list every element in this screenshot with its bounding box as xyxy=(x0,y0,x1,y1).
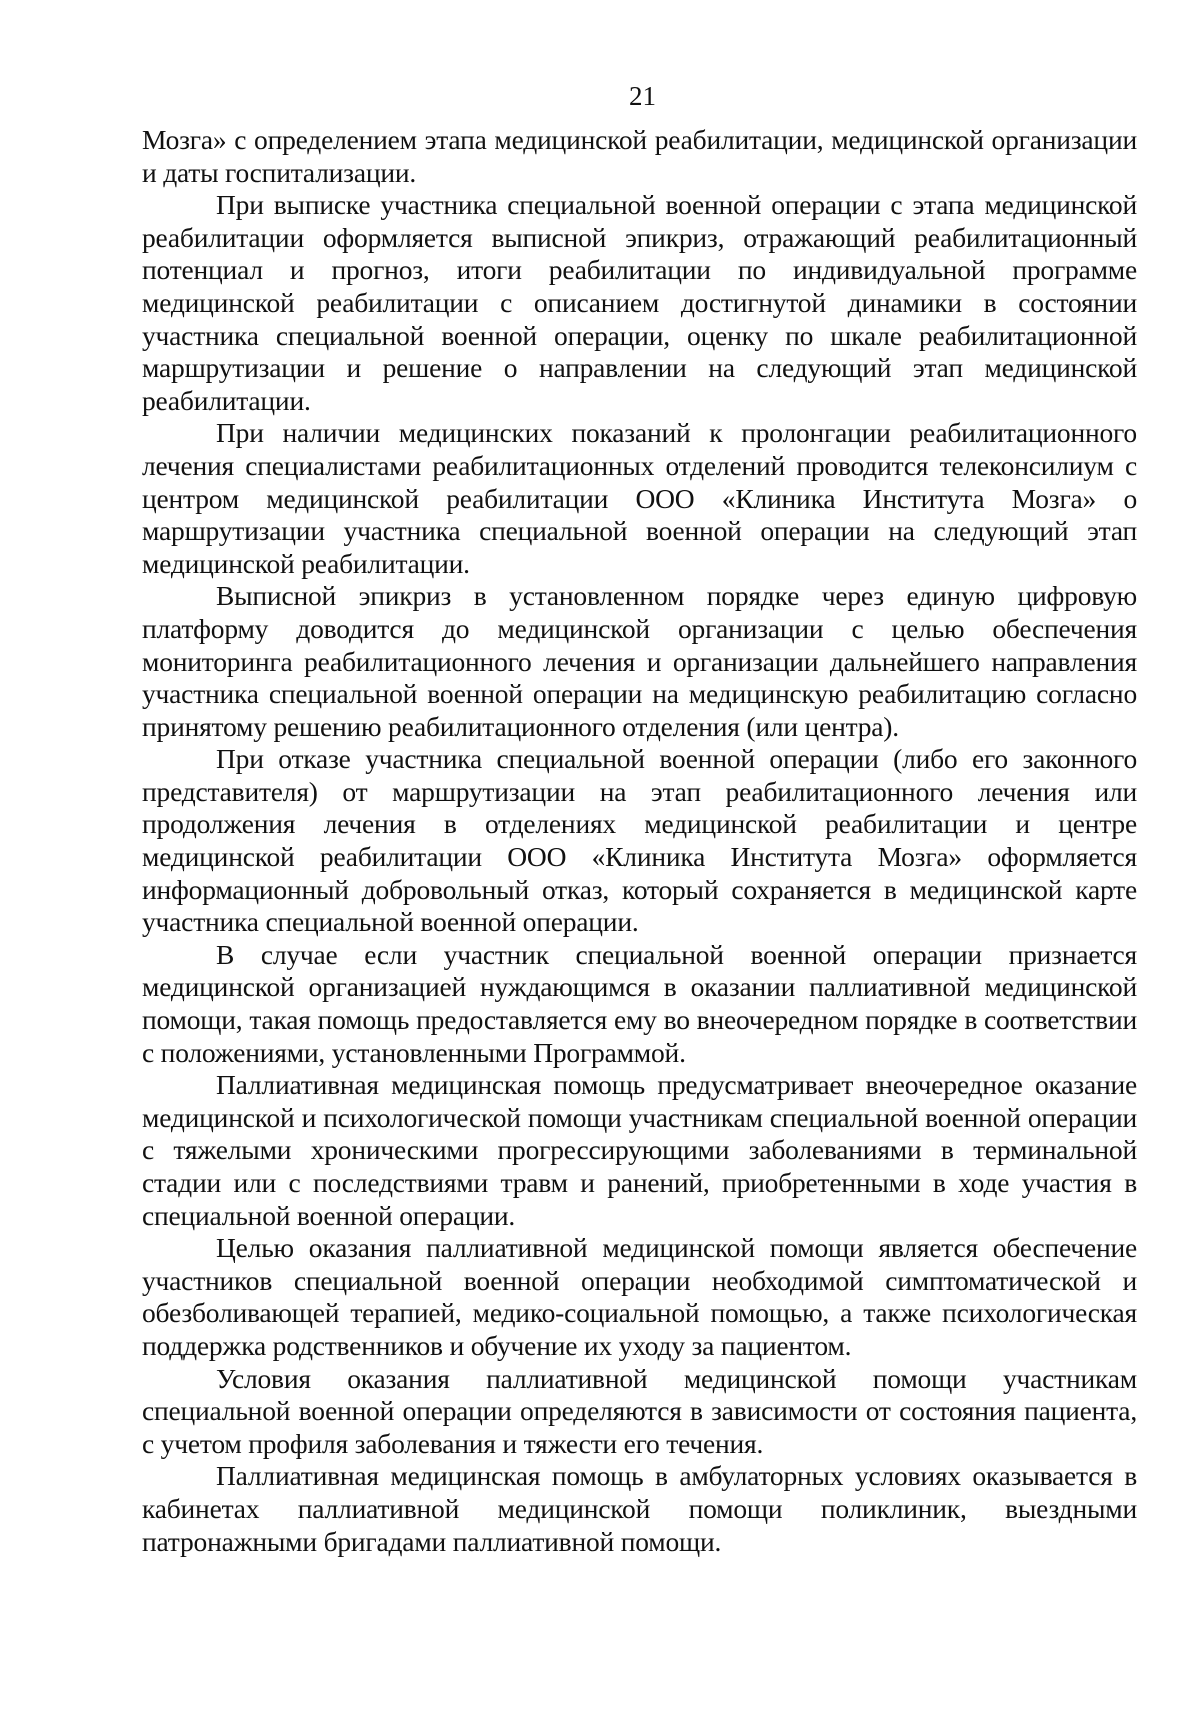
paragraph: При выписке участника специальной военной операции с этапа медицинской реабилитации оформляется выписной эпикриз, отражающий реабилитационный потенциал и прогноз, итоги реабилитации по индивидуальной программе медицинской реабилитации с описанием достигнутой динамики в состоянии участника специальной военной операции, оценку по шкале реабилитационной маршрутизации и решение о направлении на следующий этап медицинской реабилитации. xyxy=(142,189,1137,416)
paragraph: Мозга» с определением этапа медицинской реабилитации, медицинской организации и даты госпитализации. xyxy=(142,124,1137,188)
paragraph: В случае если участник специальной военной операции признается медицинской организацией нуждающимся в оказании паллиативной медицинской помощи, такая помощь предоставляется ему во внеочередном порядке в соответствии с положениями, установленными Программой. xyxy=(142,938,1137,1068)
page-number: 21 xyxy=(629,81,656,111)
paragraph: При наличии медицинских показаний к пролонгации реабилитационного лечения специалистами реабилитационных отделений проводится телеконсилиум с центром медицинской реабилитации ООО «Клиника Института Мозга» о маршрутизации участника специальной военной операции на следующий этап медицинской реабилитации. xyxy=(142,417,1137,579)
paragraph: При отказе участника специальной военной операции (либо его законного представителя) от маршрутизации на этап реабилитационного лечения или продолжения лечения в отделениях медицинской реабилитации и центре медицинской реабилитации ООО «Клиника Института Мозга» оформляется информационный добровольный отказ, который сохраняется в медицинской карте участника специальной военной операции. xyxy=(142,743,1137,938)
body-text xyxy=(142,124,1137,1558)
paragraph: Целью оказания паллиативной медицинской помощи является обеспечение участников специальной военной операции необходимой симптоматической и обезболивающей терапией, медико-социальной помощью, а также психологическая поддержка родственников и обучение их уходу за пациентом. xyxy=(142,1232,1137,1361)
paragraph: Выписной эпикриз в установленном порядке через единую цифровую платформу доводится до медицинской организации с целью обеспечения мониторинга реабилитационного лечения и организации дальнейшего направления участника специальной военной операции на медицинскую реабилитацию согласно принятому решению реабилитационного отделения (или центра). xyxy=(142,580,1137,742)
paragraph: Условия оказания паллиативной медицинской помощи участникам специальной военной операции определяются в зависимости от состояния пациента, с учетом профиля заболевания и тяжести его течения. xyxy=(142,1362,1137,1459)
paragraph: Паллиативная медицинская помощь предусматривает внеочередное оказание медицинской и психологической помощи участникам специальной военной операции с тяжелыми хроническими прогрессирующими заболеваниями в терминальной стадии или с последствиями травм и ранений, приобретенными в ходе участия в специальной военной операции. xyxy=(142,1069,1137,1231)
paragraph: Паллиативная медицинская помощь в амбулаторных условиях оказывается в кабинетах паллиативной медицинской помощи поликлиник, выездными патронажными бригадами паллиативной помощи. xyxy=(142,1460,1137,1557)
